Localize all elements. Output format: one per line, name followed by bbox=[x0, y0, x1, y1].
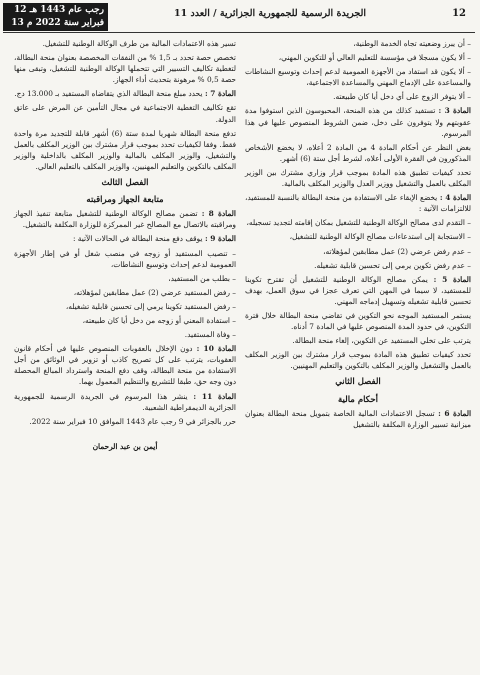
paragraph-text: تقع تكاليف التغطية الاجتماعية في مجال التأمين عن المرض على عاتق الدولة. bbox=[14, 103, 236, 124]
section-heading: الفصل الثالث bbox=[101, 178, 149, 189]
paragraph bbox=[245, 192, 471, 214]
header-rule bbox=[3, 32, 475, 33]
article-label: المادة 4 : bbox=[437, 193, 471, 203]
paragraph-text: بغض النظر عن أحكام المادة 4 من المادة 2 أعلاه، لا يخضع الأشخاص المذكورون في الفقرة الأولى أعلاه، لشرط أجل ستة (6) أشهر. bbox=[245, 142, 471, 163]
paragraph-text: يترتب على تخلي المستفيد عن التكوين، إلغاء منحة البطالة. bbox=[292, 336, 471, 346]
paragraph-text: – رفض المستفيد عرضي (2) عمل مطابقين لمؤهلاته، bbox=[73, 287, 236, 297]
paragraph-text: تضمن مصالح الوكالة الوطنية للتشغيل متابعة تنفيذ الجهاز ومراقبته بالاتصال مع المصالح غير الممركزة للوزارة المكلفة بالتشغيل. bbox=[14, 209, 236, 230]
page-header bbox=[0, 0, 480, 34]
paragraph-text: – ألا يتوفر الزوج على أي دخل أيا كان طبيعته. bbox=[333, 92, 471, 102]
paragraph bbox=[245, 349, 471, 371]
paragraph-text: تدفع منحة البطالة شهريا لمدة ستة (6) أشهر قابلة للتجديد مرة واحدة فقط. وفقا لكيفيات تحدد بموجب قرار مشترك بين الوزير المكلف بالعمل والتشغيل، والوزير المكلف بالمالية والوزير المكلف بالداخلية والوزير المكلف بالتكوين والتعليم المهنيين، والوزير المكلف بالتعليم العالي. bbox=[14, 128, 237, 171]
paragraph bbox=[245, 52, 471, 63]
paragraph-text: – تنصيب المستفيد أو زوجه في منصب شغل أو في إطار الأجهزة العمومية لدعم إحداث وتوسيع النشاطات، bbox=[14, 248, 236, 269]
paragraph-text: – بطلب من المستفيد، bbox=[168, 273, 236, 283]
paragraph-text: تسجل الاعتمادات المالية الخاصة بتمويل منحة البطالة بعنوان ميزانية تسيير الوزارة المكلفة بالتشغيل bbox=[245, 408, 471, 429]
paragraph-text: – ألا يكون مسجلا في مؤسسة للتعليم العالي أو للتكوين المهني، bbox=[278, 53, 471, 63]
article-label: المادة 8 : bbox=[197, 209, 236, 219]
paragraph bbox=[14, 343, 236, 387]
paragraph-text: تحدد كيفيات تطبيق هذه المادة بموجب قرار وزاري مشترك بين الوزير المكلف بالعمل والتشغيل ووزير العدل والوزير المكلف بالمالية. bbox=[245, 167, 471, 189]
paragraph-text: – استفادة المعني أو زوجه من دخل أيا كان طبيعته، bbox=[82, 315, 236, 325]
paragraph bbox=[245, 142, 471, 164]
paragraph bbox=[245, 260, 471, 271]
paragraph bbox=[14, 233, 236, 244]
paragraph-text: يخضع الإبقاء على الاستفادة من منحة البطالة بالنسبة للمستفيد، للالتزامات الآتية : bbox=[245, 193, 471, 214]
paragraph bbox=[245, 91, 471, 102]
paragraph bbox=[14, 273, 236, 284]
paragraph bbox=[245, 246, 471, 257]
paragraph bbox=[14, 287, 236, 298]
paragraph-text: – ألا يكون قد استفاد من الأجهزة العمومية لدعم إحداث وتوسيع النشاطات والمساعدة على الإدماج المهني والمساعدة الاجتماعية، bbox=[245, 67, 471, 88]
paragraph bbox=[14, 102, 236, 124]
paragraph bbox=[14, 208, 236, 230]
paragraph-text: يمكن مصالح الوكالة الوطنية للتشغيل أن تقترح تكوينا للمستفيد، لا سيما في المهن التي تعرف عجزا في سوق العمل، بهدف تحسين قابلية تشغيله وتسهيل إدماجه المهني. bbox=[245, 274, 471, 306]
paragraph bbox=[245, 38, 471, 49]
paragraph-text: – أن يبرز وضعيته تجاه الخدمة الوطنية، bbox=[353, 39, 471, 48]
date-hijri: 12 رجب عام 1443 هـ bbox=[14, 5, 104, 15]
paragraph bbox=[245, 217, 471, 228]
article-label: المادة 6 : bbox=[434, 408, 471, 418]
paragraph bbox=[14, 329, 236, 340]
paragraph bbox=[245, 66, 471, 88]
paragraph-text: ينشر هذا المرسوم في الجريدة الرسمية للجمهورية الجزائرية الديمقراطية الشعبية. bbox=[14, 391, 236, 412]
paragraph-text: – وفاة المستفيد. bbox=[184, 330, 236, 340]
paragraph-text: – التقدم لدى مصالح الوكالة الوطنية للتشغيل بمكان إقامته لتجديد تسجيله، bbox=[246, 218, 471, 228]
paragraph-text: يحدد مبلغ منحة البطالة الذي يتقاضاه المستفيد بـ 13.000 دج. bbox=[14, 89, 203, 99]
article-label: المادة 5 : bbox=[427, 274, 471, 284]
section-heading: أحكام مالية bbox=[338, 394, 378, 405]
article-label: المادة 10 : bbox=[192, 344, 237, 354]
article-label: المادة 3 : bbox=[435, 106, 471, 116]
paragraph-text: – الاستجابة إلى استدعاءات مصالح الوكالة الوطنية للتشغيل، bbox=[289, 232, 471, 242]
section-heading: متابعة الجهاز ومراقبته bbox=[86, 195, 164, 206]
paragraph-text: يوقف دفع منحة البطالة في الحالات الآتية : bbox=[72, 234, 203, 244]
article-label: المادة 9 : bbox=[202, 234, 236, 244]
paragraph bbox=[245, 310, 471, 332]
section-heading: الفصل الثاني bbox=[335, 377, 381, 388]
paragraph bbox=[245, 408, 471, 430]
paragraph-text: تخصص حصة تحدد بـ 1,5 % من النفقات المخصصة بعنوان منحة البطالة، لتغطية تكاليف التسيير التي تتحملها الوكالة الوطنية للتشغيل، وتبقى منها حصة 0,5 % مرهونة بتحديث أداء الجهاز. bbox=[14, 53, 236, 85]
article-label: المادة 7 : bbox=[202, 89, 236, 99]
paragraph-text: تسير هذه الاعتمادات المالية من طرف الوكالة الوطنية للتشغيل. bbox=[42, 39, 236, 48]
right-column bbox=[245, 38, 471, 433]
article-label: المادة 11 : bbox=[187, 391, 236, 401]
paragraph bbox=[245, 274, 471, 307]
paragraph-text: – عدم رفض عرضي (2) عمل مطابقين لمؤهلاته، bbox=[323, 246, 471, 256]
paragraph bbox=[14, 315, 236, 326]
left-column bbox=[14, 38, 236, 452]
paragraph bbox=[14, 52, 236, 85]
paragraph bbox=[245, 167, 471, 189]
paragraph-text: تحدد كيفيات تطبيق هذه المادة بموجب قرار مشترك بين الوزير المكلف بالعمل والتشغيل والوزير المكلف بالتكوين والتعليم المهنيين. bbox=[245, 350, 471, 371]
paragraph-text: حرر بالجزائر في 9 رجب عام 1443 الموافق 10 فبراير سنة 2022. bbox=[29, 416, 236, 426]
page-number: 12 bbox=[452, 8, 466, 19]
paragraph bbox=[14, 88, 236, 99]
paragraph bbox=[14, 248, 236, 270]
paragraph bbox=[14, 416, 236, 427]
paragraph-text: يستمر المستفيد الموجه نحو التكوين في تقاضي منحة البطالة خلال فترة التكوين، في حدود المدة المنصوص عليها في المادة 7 أدناه. bbox=[245, 310, 471, 332]
paragraph bbox=[14, 128, 236, 172]
paragraph bbox=[245, 105, 471, 138]
paragraph-text: – عدم رفض تكوين يرمي إلى تحسين قابلية تشغيله. bbox=[314, 260, 471, 270]
date-gregorian: 13 فبراير سنة 2022 م bbox=[11, 18, 104, 28]
paragraph bbox=[14, 391, 236, 413]
date-box bbox=[3, 3, 108, 31]
paragraph-text: تستفيد كذلك من هذه المنحة، المحبوسون الذين استوفوا مدة عقوبتهم ولا يتوفرون على دخل، ضمن الشروط المنصوص عليها في هذا المرسوم. bbox=[245, 106, 471, 138]
paragraph-text: – رفض المستفيد تكوينا يرمي إلى تحسين قابلية تشغيله، bbox=[65, 301, 236, 311]
paragraph-text: دون الإخلال بالعقوبات المنصوص عليها في أحكام قانون العقوبات، يترتب على كل تصريح كاذب أو تزوير في الوثائق من أجل الاستفادة من منحة البطالة، وقف دفع المنحة واسترداد المبالغ المحصلة دون وجه حق، طبقا للتشريع والتنظيم المعمول بهما. bbox=[14, 344, 236, 387]
journal-title: الجريدة الرسمية للجمهورية الجزائرية / العدد 11 bbox=[173, 8, 367, 19]
paragraph bbox=[245, 231, 471, 242]
paragraph bbox=[14, 301, 236, 312]
paragraph bbox=[14, 38, 236, 49]
signature: أيمن بن عبد الرحمان bbox=[92, 441, 158, 451]
paragraph bbox=[245, 335, 471, 346]
